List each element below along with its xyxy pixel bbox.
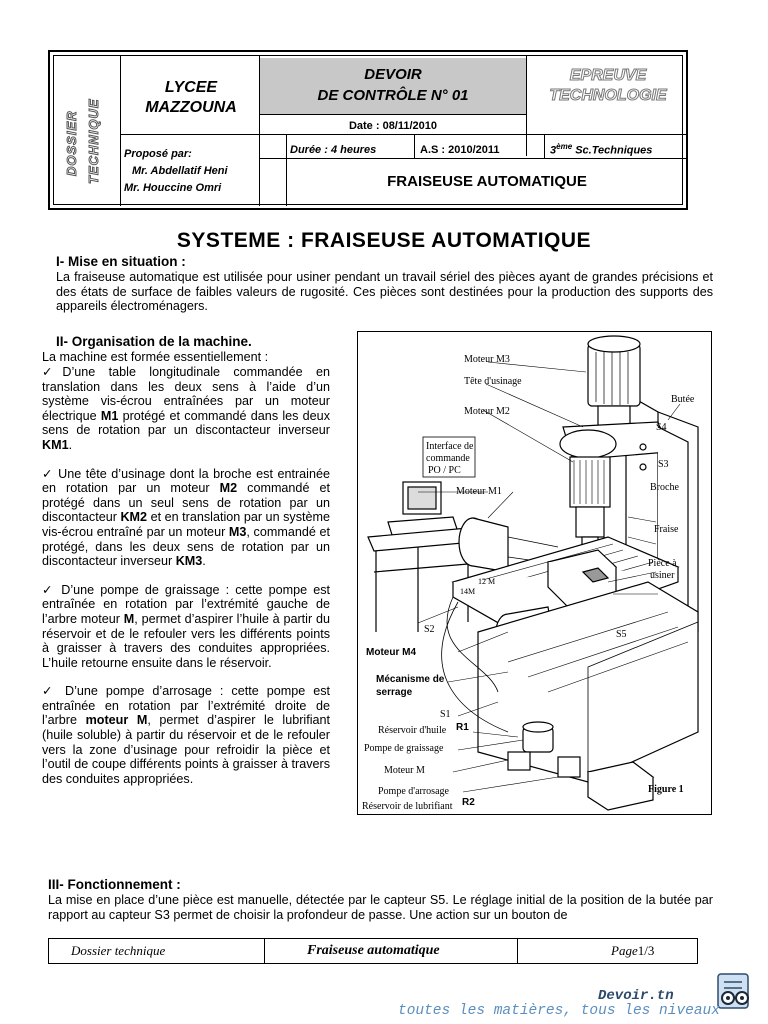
dossier-word: DOSSIER bbox=[64, 110, 79, 176]
exam-date: Date : 08/11/2010 bbox=[348, 120, 438, 132]
footer-left: Dossier technique bbox=[71, 943, 166, 958]
class-number: 3 bbox=[550, 144, 557, 157]
school-line-2: MAZZOUNA bbox=[145, 99, 237, 116]
dossier-technique-vertical-label bbox=[60, 64, 120, 184]
epreuve-line-1: EPREUVE bbox=[569, 67, 647, 84]
label-s5: S5 bbox=[616, 629, 627, 640]
label-moteur-m2: Moteur M2 bbox=[464, 406, 510, 417]
paragraph-pompe-graissage: ✓ D’une pompe de graissage : cette pompe est entraînée en rotation par l’extrémité gauche de l’arbre moteur M, permet d’aspirer l’huile à partir du réservoir et de le refouler vers les différents points à graisser à travers des conduites appropriées. L’huile retourne ensuite dans le réservoir. bbox=[42, 582, 330, 670]
school-year: A.S : 2010/2011 bbox=[420, 144, 500, 156]
label-mecanisme-1: Mécanisme de bbox=[376, 674, 445, 685]
paragraph-tete: ✓ Une tête d’usinage dont la broche est entrainée en rotation par un moteur M2 commandé et protégé dans un seul sens de rotation par un discontacteur KM2 et en translation par un système vis-écrou entraîné par un moteur M3, commandé et protégé, dans les deux sens de rotation par un discontacteur inverseur KM3. bbox=[42, 466, 330, 569]
label-reservoir-huile: Réservoir d'huile bbox=[378, 725, 447, 736]
exam-duration: Durée : 4 heures bbox=[290, 144, 377, 156]
page-title: SYSTEME : FRAISEUSE AUTOMATIQUE bbox=[176, 229, 592, 252]
label-14m: 14M bbox=[460, 587, 476, 596]
author-2: Mr. Houccine Omri bbox=[124, 182, 222, 194]
class-name: Sc.Techniques bbox=[572, 144, 653, 157]
epreuve-line-2: TECHNOLOGIE bbox=[549, 87, 667, 104]
label-r2: R2 bbox=[462, 797, 475, 808]
devoir-line-2: DE CONTRÔLE N° 01 bbox=[317, 87, 469, 104]
label-r1: R1 bbox=[456, 722, 469, 733]
label-piece-2: usiner bbox=[650, 570, 675, 581]
paragraph-table: ✓D’une table longitudinale commandée en translation dans les deux sens à l’aide d’un système vis-écrou entraînées par un moteur électrique M1 protégé et commandé dans les deux sens de rotation par un discontacteur inverseur KM1. bbox=[42, 365, 330, 452]
epreuve-technologie-label bbox=[532, 66, 684, 106]
site-slogan: toutes les matières, tous les niveaux bbox=[398, 1003, 720, 1019]
section-3-heading: III- Fonctionnement : bbox=[48, 877, 181, 892]
label-moteur-m1: Moteur M1 bbox=[456, 486, 502, 497]
label-pompe-arrosage: Pompe d'arrosage bbox=[378, 786, 449, 797]
section-1-text: La fraiseuse automatique est utilisée pour usiner pendant un travail sériel des pièces ayant de grandes précisions et des états de surface de faibles valeurs de rugosité. Ces pièces sont destinées pour la production des supports des appareils électroménagers. bbox=[56, 270, 713, 314]
page-footer bbox=[48, 938, 698, 964]
label-interface-1: Interface de bbox=[426, 441, 474, 452]
authors-block bbox=[124, 146, 228, 197]
label-moteur-m: Moteur M bbox=[384, 765, 425, 776]
section-1-heading: I- Mise en situation : bbox=[56, 254, 186, 269]
machine-figure bbox=[357, 331, 712, 815]
figure-caption: Figure 1 bbox=[648, 784, 684, 795]
label-mecanisme-2: serrage bbox=[376, 687, 413, 698]
class-superscript: ème bbox=[556, 142, 573, 151]
label-reservoir-lubrifiant: Réservoir de lubrifiant bbox=[362, 801, 453, 812]
paragraph-pompe-arrosage: ✓ D’une pompe d’arrosage : cette pompe est entraînée en rotation par l’extrémité droite de l’arbre moteur M, permet d’aspirer le lubrifiant (huile soluble) à partir du réservoir et de le refouler vers la zone d’usinage pour refroidir la pièce et l’outil de coupe différents points à graisser à travers des conduites appropriées. bbox=[42, 684, 331, 786]
footer-page bbox=[611, 943, 654, 959]
footer-page-number: 1/3 bbox=[637, 943, 655, 958]
label-moteur-m4: Moteur M4 bbox=[366, 647, 416, 658]
label-interface-3: PO / PC bbox=[428, 465, 461, 476]
subject-title: FRAISEUSE AUTOMATIQUE bbox=[387, 173, 587, 190]
label-s1: S1 bbox=[440, 709, 451, 720]
devoir-line-1: DEVOIR bbox=[364, 66, 422, 83]
label-fraise: Fraise bbox=[654, 524, 679, 535]
label-pompe-graissage: Pompe de graissage bbox=[364, 743, 444, 754]
label-s2: S2 bbox=[424, 624, 435, 635]
label-piece-1: Pièce à bbox=[648, 558, 677, 569]
footer-center: Fraiseuse automatique bbox=[307, 943, 440, 958]
technique-word: TECHNIQUE bbox=[86, 98, 101, 184]
machine-drawing bbox=[358, 332, 713, 816]
site-brand: Devoir.tn bbox=[598, 988, 674, 1004]
header-inner-frame bbox=[53, 55, 683, 205]
devoir-title bbox=[260, 64, 526, 106]
label-interface-2: commande bbox=[426, 453, 470, 464]
school-name bbox=[122, 78, 260, 118]
footer-page-word: Page bbox=[611, 943, 638, 958]
label-butee: Butée bbox=[671, 394, 695, 405]
label-s3: S3 bbox=[658, 459, 669, 470]
label-moteur-m3: Moteur M3 bbox=[464, 354, 510, 365]
section-2-body bbox=[42, 365, 330, 786]
label-tete-usinage: Tête d'usinage bbox=[464, 376, 522, 387]
propose-label: Proposé par: bbox=[124, 148, 192, 160]
section-3-text: La mise en place d’une pièce est manuelle, détectée par le capteur S5. Le réglage initial de la position de la butée par rapport au capteur S3 permet de choisir la profondeur de passe. Une action sur un bouton de bbox=[48, 893, 713, 922]
header-table bbox=[48, 50, 688, 210]
label-12m: 12 M bbox=[478, 577, 496, 586]
author-1: Mr. Abdellatif Heni bbox=[132, 165, 228, 177]
school-line-1: LYCEE bbox=[164, 79, 218, 96]
label-s4: S4 bbox=[656, 422, 667, 433]
section-2-intro: La machine est formée essentiellement : bbox=[42, 350, 269, 364]
section-2-heading: II- Organisation de la machine. bbox=[56, 334, 252, 349]
class-level bbox=[550, 142, 652, 157]
label-broche: Broche bbox=[650, 482, 679, 493]
